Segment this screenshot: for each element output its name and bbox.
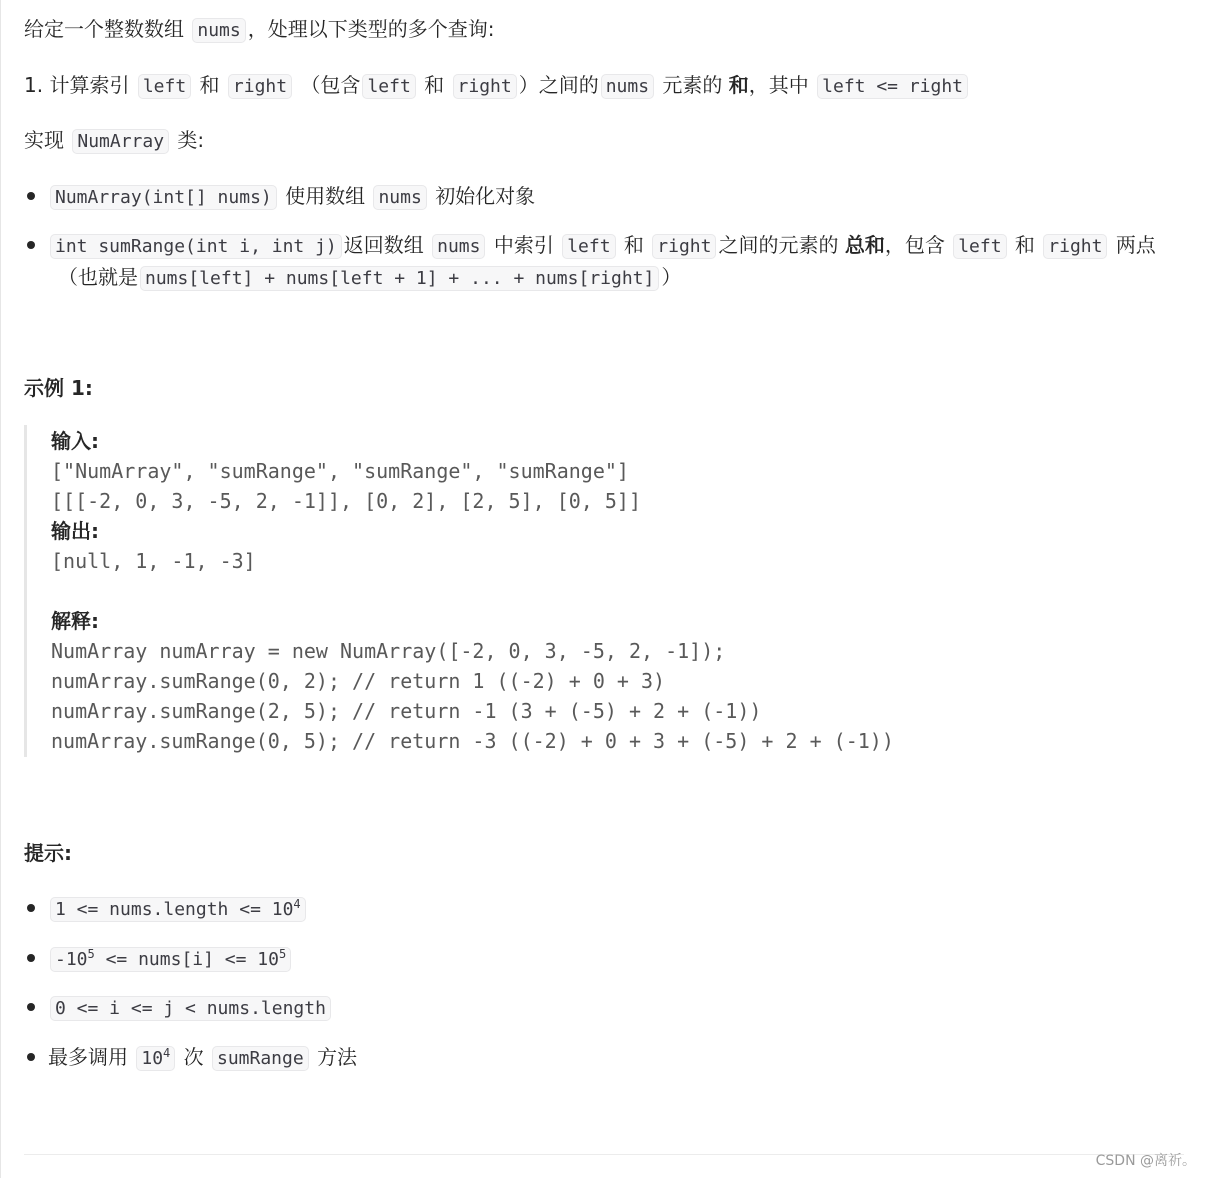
text: 之间的元素的 <box>718 233 839 257</box>
text: ）之间的 <box>518 73 599 97</box>
bold-text: 和 <box>728 73 749 97</box>
bold-text: 总和 <box>844 233 885 257</box>
inline-code: nums <box>601 74 654 99</box>
divider <box>24 1154 1184 1155</box>
text: 两点 <box>1115 233 1156 257</box>
intro-text: 给定一个整数数组 <box>24 17 184 41</box>
inline-code: nums[left] + nums[left + 1] + ... + nums[right] <box>140 266 659 291</box>
text: ，其中 <box>748 73 809 97</box>
example-title: 示例 1: <box>24 376 93 400</box>
bullet-icon <box>27 241 35 249</box>
inline-code: nums <box>432 234 485 259</box>
hint-item <box>48 1042 357 1074</box>
inline-code: NumArray(int[] nums) <box>50 185 277 210</box>
hint-text: -10 <box>55 949 88 970</box>
inline-code: 0 <= i <= j < nums.length <box>50 996 331 1021</box>
inline-code <box>50 947 291 972</box>
text: 使用数组 <box>285 184 366 208</box>
superscript: 5 <box>87 947 95 961</box>
hint-item <box>48 893 308 925</box>
inline-code: left <box>362 74 415 99</box>
superscript: 5 <box>278 947 287 961</box>
inline-code: left <box>953 234 1006 259</box>
inline-code <box>136 1046 175 1071</box>
text: 初始化对象 <box>435 184 536 208</box>
explain-label: 解释: <box>51 609 99 633</box>
bullet-icon <box>27 904 35 912</box>
page-left-border <box>0 0 1 1178</box>
inline-code: left <= right <box>817 74 968 99</box>
inline-code: right <box>228 74 292 99</box>
bullet-icon <box>27 1003 35 1011</box>
input-label: 输入: <box>51 429 99 453</box>
text: 方法 <box>317 1045 358 1069</box>
inline-code: int sumRange(int i, int j) <box>50 234 342 259</box>
text: 中索引 <box>493 233 554 257</box>
hint-item <box>48 992 333 1024</box>
input-line: [[[-2, 0, 3, -5, 2, -1]], [0, 2], [2, 5], [0, 5]] <box>51 489 642 513</box>
text: ，包含 <box>884 233 945 257</box>
intro-paragraph <box>24 14 494 46</box>
explain-line: numArray.sumRange(2, 5); // return -1 (3 + (-5) + 2 + (-1)) <box>51 699 762 723</box>
bullet-icon <box>27 1053 35 1061</box>
text: 和 <box>1014 233 1035 257</box>
bullet-icon <box>27 192 35 200</box>
inline-code: NumArray <box>72 129 169 154</box>
input-line: ["NumArray", "sumRange", "sumRange", "sumRange"] <box>51 459 629 483</box>
output-label: 输出: <box>51 519 99 543</box>
explain-line: NumArray numArray = new NumArray([-2, 0, 3, -5, 2, -1]); <box>51 639 726 663</box>
inline-code: right <box>1043 234 1107 259</box>
text: （包含 <box>300 73 361 97</box>
inline-code: right <box>453 74 517 99</box>
explain-line: numArray.sumRange(0, 5); // return -3 ((-2) + 0 + 3 + (-5) + 2 + (-1)) <box>51 729 894 753</box>
text: 和 <box>623 233 644 257</box>
inline-code: nums <box>192 18 245 43</box>
text: （也就是 <box>58 265 138 289</box>
method-item-constructor <box>48 181 535 213</box>
method-item-sumrange <box>48 230 1156 262</box>
superscript: 4 <box>293 897 301 911</box>
explain-line: numArray.sumRange(0, 2); // return 1 ((-2) + 0 + 3) <box>51 669 666 693</box>
text: ） <box>661 265 682 289</box>
implement-paragraph <box>24 125 204 157</box>
inline-code: sumRange <box>212 1046 309 1071</box>
inline-code: right <box>652 234 716 259</box>
hint-text: <= nums[i] <= 10 <box>94 949 279 970</box>
text: 次 <box>183 1045 204 1069</box>
hint-item <box>48 943 293 975</box>
bullet-icon <box>27 954 35 962</box>
csdn-watermark: CSDN @离祈。 <box>1095 1153 1196 1169</box>
intro-text: ，处理以下类型的多个查询: <box>247 17 495 41</box>
text: 和 <box>424 73 445 97</box>
list-number: 1. <box>24 73 44 97</box>
output-line: [null, 1, -1, -3] <box>51 549 256 573</box>
hint-text: 1 <= nums.length <= 10 <box>55 899 294 920</box>
superscript: 4 <box>163 1046 171 1060</box>
text: 返回数组 <box>343 233 424 257</box>
text: 元素的 <box>662 73 723 97</box>
method-item-sumrange-line2 <box>58 262 681 294</box>
text: 和 <box>199 73 220 97</box>
inline-code: left <box>562 234 615 259</box>
example-block <box>24 425 1127 757</box>
text: 最多调用 <box>48 1045 128 1069</box>
inline-code: nums <box>373 185 426 210</box>
query-type-item <box>24 70 970 102</box>
hint-text: 10 <box>141 1048 164 1069</box>
text: 类: <box>177 128 205 152</box>
inline-code: left <box>138 74 191 99</box>
text: 计算索引 <box>49 73 130 97</box>
text: 实现 <box>24 128 64 152</box>
hints-title: 提示: <box>24 841 72 865</box>
inline-code <box>50 897 306 922</box>
